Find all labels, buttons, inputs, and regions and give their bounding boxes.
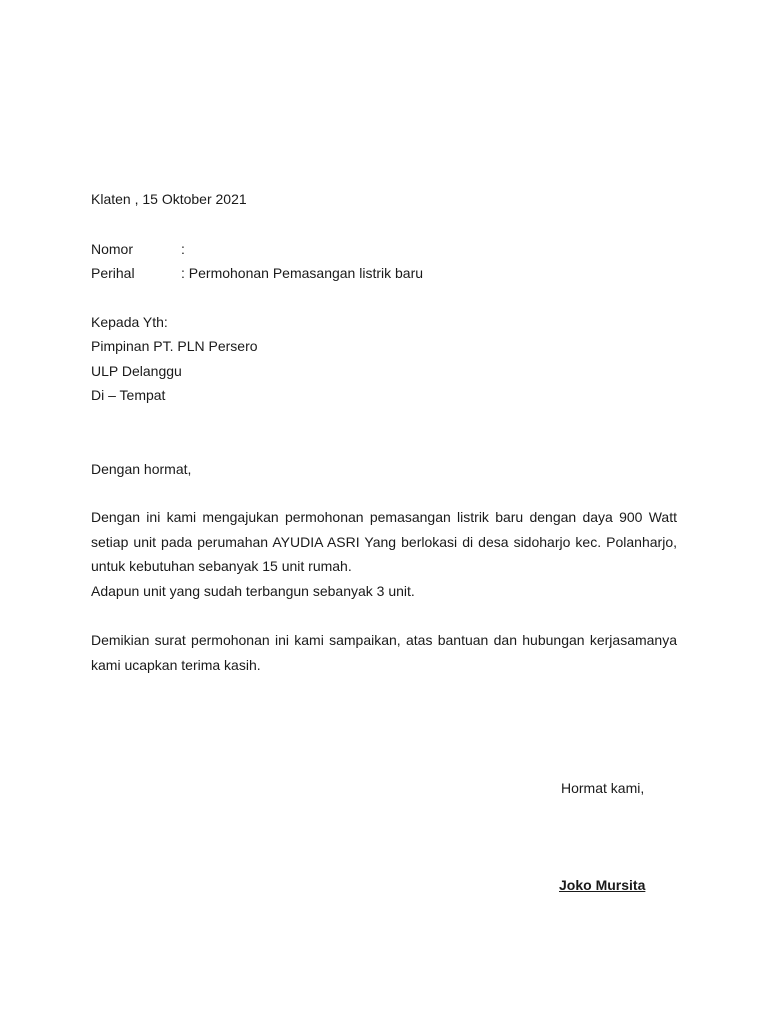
signer-name: Joko Mursita [559, 877, 646, 893]
paragraph-line: untuk kebutuhan sebanyak 15 unit rumah. [91, 558, 352, 574]
paragraph-line: setiap unit pada perumahan AYUDIA ASRI Yang berlokasi di desa sidoharjo kec. Polanharjo, [91, 533, 677, 550]
perihal-row [91, 264, 423, 282]
recipient-line: Pimpinan PT. PLN Persero [91, 338, 258, 354]
paragraph-line: Dengan ini kami mengajukan permohonan pemasangan listrik baru dengan daya 900 Watt [91, 509, 677, 525]
nomor-label: Nomor [91, 241, 134, 257]
nomor-row [91, 240, 185, 258]
recipient-line: ULP Delanggu [91, 363, 182, 379]
perihal-label: Perihal [91, 265, 135, 281]
body-paragraph [91, 505, 677, 603]
recipient-line: Kepada Yth: [91, 314, 168, 330]
paragraph-line: Demikian surat permohonan ini kami sampaikan, atas bantuan dan hubungan kerjasamanya [91, 632, 677, 648]
recipient-line: Di – Tempat [91, 387, 166, 403]
salutation: Dengan hormat, [91, 461, 192, 477]
letter-date: Klaten , 15 Oktober 2021 [91, 191, 247, 207]
perihal-value: : Permohonan Pemasangan listrik baru [181, 265, 424, 281]
body-paragraph [91, 628, 677, 677]
nomor-value: : [181, 241, 185, 257]
paragraph-line: kami ucapkan terima kasih. [91, 656, 261, 673]
closing-text: Hormat kami, [561, 780, 645, 796]
paragraph-line: Adapun unit yang sudah terbangun sebanyak 3 unit. [91, 582, 415, 599]
